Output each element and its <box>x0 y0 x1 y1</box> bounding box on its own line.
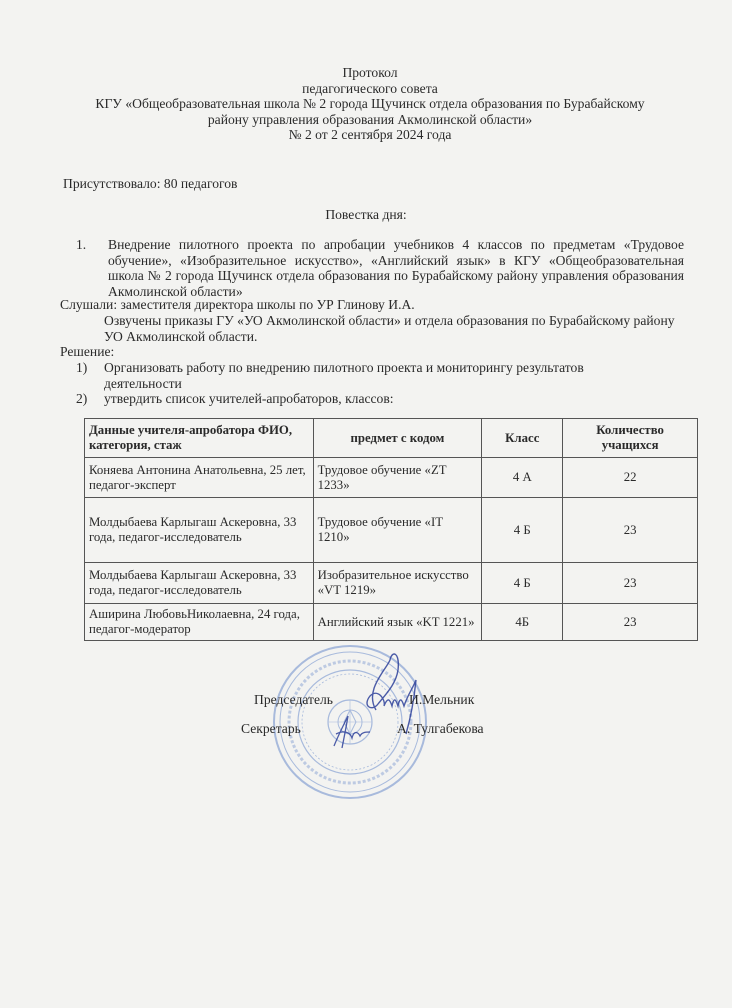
secretary-name: А. Тулгабекова <box>397 721 484 736</box>
table-row <box>85 563 698 604</box>
cell-students: 23 <box>563 604 698 641</box>
header-subtitle: педагогического совета <box>302 80 438 96</box>
column-header-students: Количество учащихся <box>563 419 698 458</box>
heard-text: Озвучены приказы ГУ «УО Акмолинской области» и отдела образования по Бурабайскому району УО Акмолинской области. <box>104 313 675 344</box>
cell-subject: Английский язык «KT 1221» <box>313 604 482 641</box>
decision-item <box>76 391 636 407</box>
attendance-count: Присутствовало: 80 педагогов <box>63 176 238 191</box>
column-header-class: Класс <box>482 419 563 458</box>
decision-label: Решение: <box>60 344 115 359</box>
decision-item-number: 1) <box>76 360 88 375</box>
secretary-signature <box>330 712 374 752</box>
agenda-item-number: 1. <box>76 237 87 252</box>
cell-subject: Трудовое обучение «IT 1210» <box>313 498 482 563</box>
teachers-table <box>84 418 698 641</box>
table-row <box>85 498 698 563</box>
heard-label: Слушали: заместителя директора школы по УР Глинову И.А. <box>60 297 415 312</box>
cell-class: 4 Б <box>482 498 563 563</box>
cell-class: 4 Б <box>482 563 563 604</box>
decision-item-text: Организовать работу по внедрению пилотного проекта и мониторингу результатов деятельности <box>104 360 584 391</box>
chairman-name: И.Мельник <box>409 692 475 707</box>
secretary-label: Секретарь <box>241 721 301 736</box>
decision-item <box>76 360 636 391</box>
cell-students: 23 <box>563 563 698 604</box>
column-header-teacher: Данные учителя-апробатора ФИО, категория, стаж <box>85 419 314 458</box>
agenda-item <box>72 237 684 299</box>
cell-teacher: Коняева Антонина Анатольевна, 25 лет, педагог-эксперт <box>85 458 314 498</box>
table-header-row <box>85 419 698 458</box>
header-title: Протокол <box>342 65 398 80</box>
table-row <box>85 458 698 498</box>
header-organization-line2: району управления образования Акмолинской области» <box>207 111 533 127</box>
decision-item-number: 2) <box>76 391 88 407</box>
cell-teacher: Молдыбаева Карлыгаш Аскеровна, 33 года, педагог-исследователь <box>85 563 314 604</box>
document-header <box>60 65 680 143</box>
header-organization-line1: КГУ «Общеобразовательная школа № 2 города Щучинск отдела образования по Бурабайскому <box>95 96 645 112</box>
decision-list <box>76 360 636 407</box>
header-protocol-number-date: № 2 от 2 сентября 2024 года <box>288 127 452 143</box>
chairman-label: Председатель <box>254 692 333 707</box>
cell-students: 22 <box>563 458 698 498</box>
cell-students: 23 <box>563 498 698 563</box>
cell-class: 4Б <box>482 604 563 641</box>
cell-subject: Трудовое обучение «ZT 1233» <box>313 458 482 498</box>
table-row <box>85 604 698 641</box>
decision-item-text: утвердить список учителей-апробаторов, классов: <box>104 391 394 407</box>
column-header-subject: предмет с кодом <box>313 419 482 458</box>
cell-class: 4 А <box>482 458 563 498</box>
cell-subject: Изобразительное искусство «VT 1219» <box>313 563 482 604</box>
cell-teacher: Молдыбаева Карлыгаш Аскеровна, 33 года, педагог-исследователь <box>85 498 314 563</box>
agenda-heading: Повестка дня: <box>325 207 407 222</box>
agenda-item-text: Внедрение пилотного проекта по апробации учебников 4 классов по предметам «Трудовое обучение», «Изобразительное искусство», «Английский язык» в КГУ «Общеобразовательная школа № 2 города Щучинск отдела образования по Бурабайскому району управления образования Акмолинской области» <box>108 237 684 299</box>
cell-teacher: Аширина ЛюбовьНиколаевна, 24 года, педагог-модератор <box>85 604 314 641</box>
